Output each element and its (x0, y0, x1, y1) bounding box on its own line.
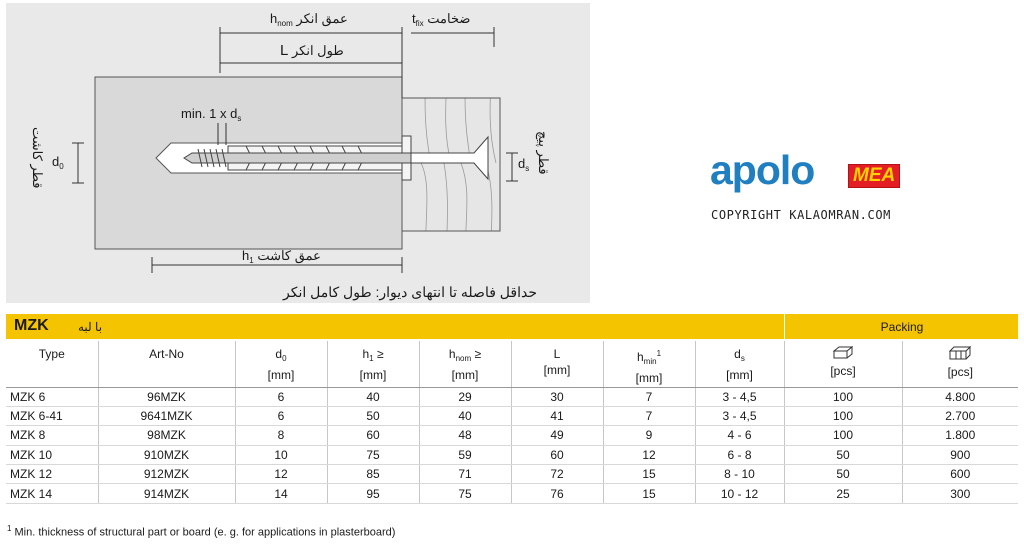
cell-h1: 60 (327, 426, 419, 445)
cell-h-min: 7 (603, 387, 695, 406)
cell-h-nom: 48 (419, 426, 511, 445)
table-row (6, 445, 1018, 464)
cell-d0: 6 (235, 406, 327, 425)
table-subtitle: با لبه (78, 320, 103, 334)
cell-art-no: 914MZK (98, 484, 235, 503)
cell-type: MZK 12 (6, 465, 98, 484)
table-row (6, 465, 1018, 484)
col-box-qty: [pcs] (784, 341, 902, 387)
cell-box-qty: 100 (784, 387, 902, 406)
cell-h-min: 7 (603, 406, 695, 425)
cell-carton-qty: 2.700 (902, 406, 1018, 425)
spec-grid (6, 341, 1018, 504)
cell-art-no: 910MZK (98, 445, 235, 464)
carton-icon (949, 346, 971, 360)
cell-d0: 6 (235, 387, 327, 406)
h-nom-label: $h_{nom}$ عمق انکر (270, 11, 348, 28)
column-header-row (6, 341, 1018, 387)
cell-box-qty: 50 (784, 445, 902, 464)
cell-box-qty: 25 (784, 484, 902, 503)
table-row (6, 484, 1018, 503)
t-fix-label: $t_{fix}$ ضخامت (412, 11, 471, 28)
ds-fa-label: قطر پیچ (536, 131, 551, 175)
cell-carton-qty: 4.800 (902, 387, 1018, 406)
cell-h-min: 15 (603, 465, 695, 484)
copyright-text: COPYRIGHT KALAOMRAN.COM (711, 208, 891, 222)
cell-d0: 14 (235, 484, 327, 503)
logo-badge: MEA (848, 164, 900, 188)
cell-h1: 40 (327, 387, 419, 406)
cell-h-min: 12 (603, 445, 695, 464)
col-h-nom: $h_{nom}$ ≥ [mm] (419, 341, 511, 387)
col-art-no: Art-No (98, 341, 235, 387)
logo-wordmark: apolo (710, 147, 815, 193)
cell-type: MZK 6-41 (6, 406, 98, 425)
cell-d0: 12 (235, 465, 327, 484)
h1-label: $h_1$ عمق کاشت (242, 248, 321, 265)
cell-type: MZK 6 (6, 387, 98, 406)
cell-art-no: 96MZK (98, 387, 235, 406)
col-h1: $h_1$ ≥ [mm] (327, 341, 419, 387)
cell-length: 76 (511, 484, 603, 503)
cell-d0: 10 (235, 445, 327, 464)
d0-fa-label: قطر کاشت (30, 127, 45, 189)
packing-header: Packing (784, 314, 1019, 339)
cell-length: 41 (511, 406, 603, 425)
cell-h-nom: 71 (419, 465, 511, 484)
length-label: L طول انکر (280, 42, 344, 59)
cell-h1: 95 (327, 484, 419, 503)
cell-art-no: 98MZK (98, 426, 235, 445)
cell-ds: 6 - 8 (695, 445, 784, 464)
cell-h-min: 9 (603, 426, 695, 445)
cell-length: 72 (511, 465, 603, 484)
cell-h-nom: 40 (419, 406, 511, 425)
table-row (6, 426, 1018, 445)
d0-label: $d_0$ (52, 154, 64, 171)
cell-ds: 3 - 4,5 (695, 406, 784, 425)
cell-type: MZK 8 (6, 426, 98, 445)
cell-h1: 85 (327, 465, 419, 484)
edge-distance-caption: حداقل فاصله تا انتهای دیوار: طول کامل انکر (283, 284, 537, 300)
cell-box-qty: 100 (784, 406, 902, 425)
anchor-diagram (6, 3, 590, 303)
cell-type: MZK 10 (6, 445, 98, 464)
min-depth-label: min. 1 x $d_s$ (181, 106, 242, 123)
spec-rows (6, 387, 1018, 503)
cell-box-qty: 100 (784, 426, 902, 445)
cell-h-min: 15 (603, 484, 695, 503)
cell-length: 60 (511, 445, 603, 464)
cell-length: 30 (511, 387, 603, 406)
table-row (6, 387, 1018, 406)
cell-d0: 8 (235, 426, 327, 445)
cell-carton-qty: 300 (902, 484, 1018, 503)
cell-ds: 3 - 4,5 (695, 387, 784, 406)
col-type: Type (6, 341, 98, 387)
cell-type: MZK 14 (6, 484, 98, 503)
cell-ds: 4 - 6 (695, 426, 784, 445)
col-d0: $d_0$ [mm] (235, 341, 327, 387)
cell-art-no: 912MZK (98, 465, 235, 484)
col-length: L [mm] (511, 341, 603, 387)
cell-box-qty: 50 (784, 465, 902, 484)
cell-h1: 50 (327, 406, 419, 425)
table-title: MZK (14, 317, 49, 334)
small-box-icon (833, 346, 853, 359)
cell-art-no: 9641MZK (98, 406, 235, 425)
cell-carton-qty: 600 (902, 465, 1018, 484)
footnote: $^1$ Min. thickness of structural part or board (e. g. for applications in plasterboard) (7, 524, 396, 539)
col-ds: $d_s$ [mm] (695, 341, 784, 387)
cell-h-nom: 59 (419, 445, 511, 464)
ds-label: $d_s$ (518, 156, 530, 173)
table-title-bar (6, 314, 1018, 339)
cell-carton-qty: 1.800 (902, 426, 1018, 445)
col-carton-qty: [pcs] (902, 341, 1018, 387)
table-row (6, 406, 1018, 425)
cell-ds: 8 - 10 (695, 465, 784, 484)
cell-h-nom: 75 (419, 484, 511, 503)
cell-carton-qty: 900 (902, 445, 1018, 464)
cell-length: 49 (511, 426, 603, 445)
cell-ds: 10 - 12 (695, 484, 784, 503)
col-h-min: $h_{min}^1$ [mm] (603, 341, 695, 387)
cell-h-nom: 29 (419, 387, 511, 406)
cell-h1: 75 (327, 445, 419, 464)
